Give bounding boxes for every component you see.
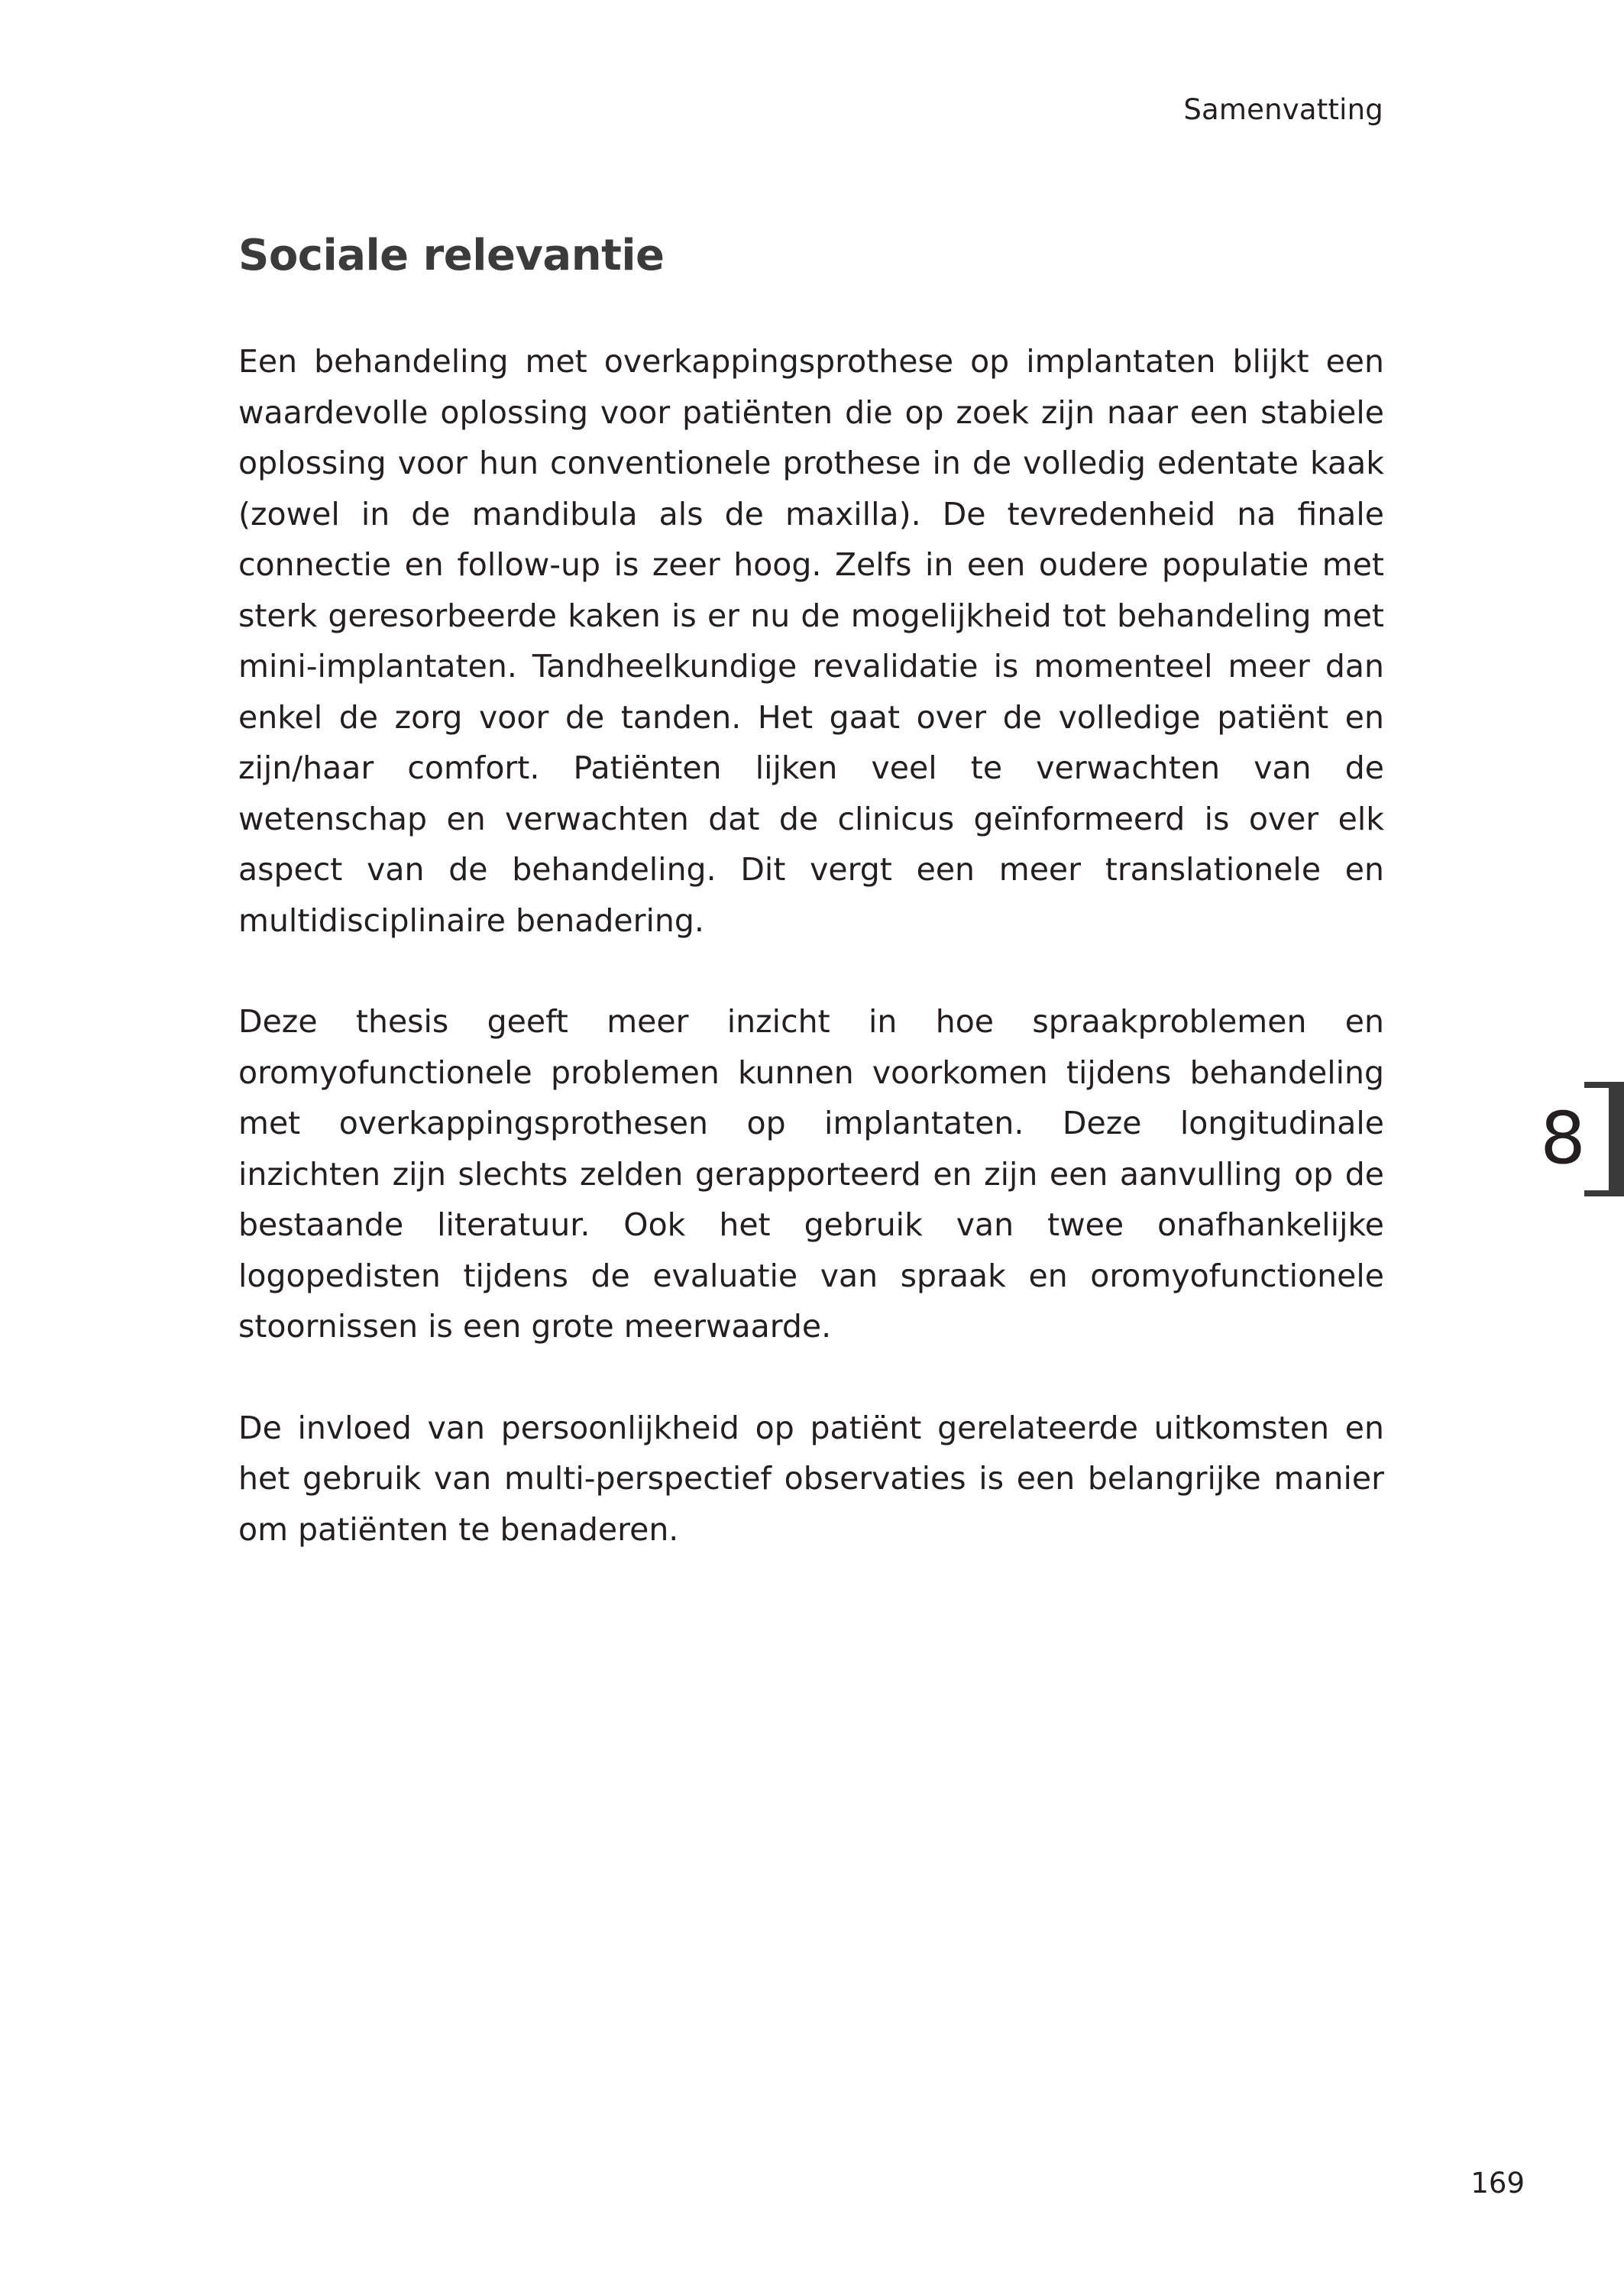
section-body bbox=[238, 336, 1384, 1605]
paragraph: De invloed van persoonlijkheid op patiënt gerelateerde uitkomsten en het gebruik van multi-perspectief observaties is een belangrijke manier om patiënten te benaderen. bbox=[238, 1409, 1384, 1548]
paragraph: Een behandeling met overkappingsprothese op implantaten blijkt een waardevolle oplossing voor patiënten die op zoek zijn naar een stabiele oplossing voor hun conventionele prothese in de volledig edentate kaak (zowel in de mandibula als de maxilla). De tevredenheid na finale connectie en follow-up is zeer hoog. Zelfs in een oudere populatie met sterk geresorbeerde kaken is er nu de mogelijkheid tot behandeling met mini-implantaten. Tandheelkundige revalidatie is momenteel meer dan enkel de zorg voor de tanden. Het gaat over de volledige patiënt en zijn/haar comfort. Patiënten lijken veel te verwachten van de wetenschap en verwachten dat de clinicus geïnformeerd is over elk aspect van de behandeling. Dit vergt een meer translationele en multidisciplinaire benadering. bbox=[238, 343, 1384, 939]
section-heading: Sociale relevantie bbox=[238, 231, 665, 280]
chapter-number: 8 bbox=[1540, 1097, 1586, 1180]
paragraph: Deze thesis geeft meer inzicht in hoe spraakproblemen en oromyofunctionele problemen kunnen voorkomen tijdens behandeling met overkappingsprothesen op implantaten. Deze longitudinale inzichten zijn slechts zelden gerapporteerd en zijn een aanvulling op de bestaande literatuur. Ook het gebruik van twee onafhankelijke logopedisten tijdens de evaluatie van spraak en oromyofunctionele stoornissen is een grote meerwaarde. bbox=[238, 1003, 1384, 1345]
page-number: 169 bbox=[1470, 2167, 1525, 2200]
running-header: Samenvatting bbox=[1183, 93, 1383, 126]
